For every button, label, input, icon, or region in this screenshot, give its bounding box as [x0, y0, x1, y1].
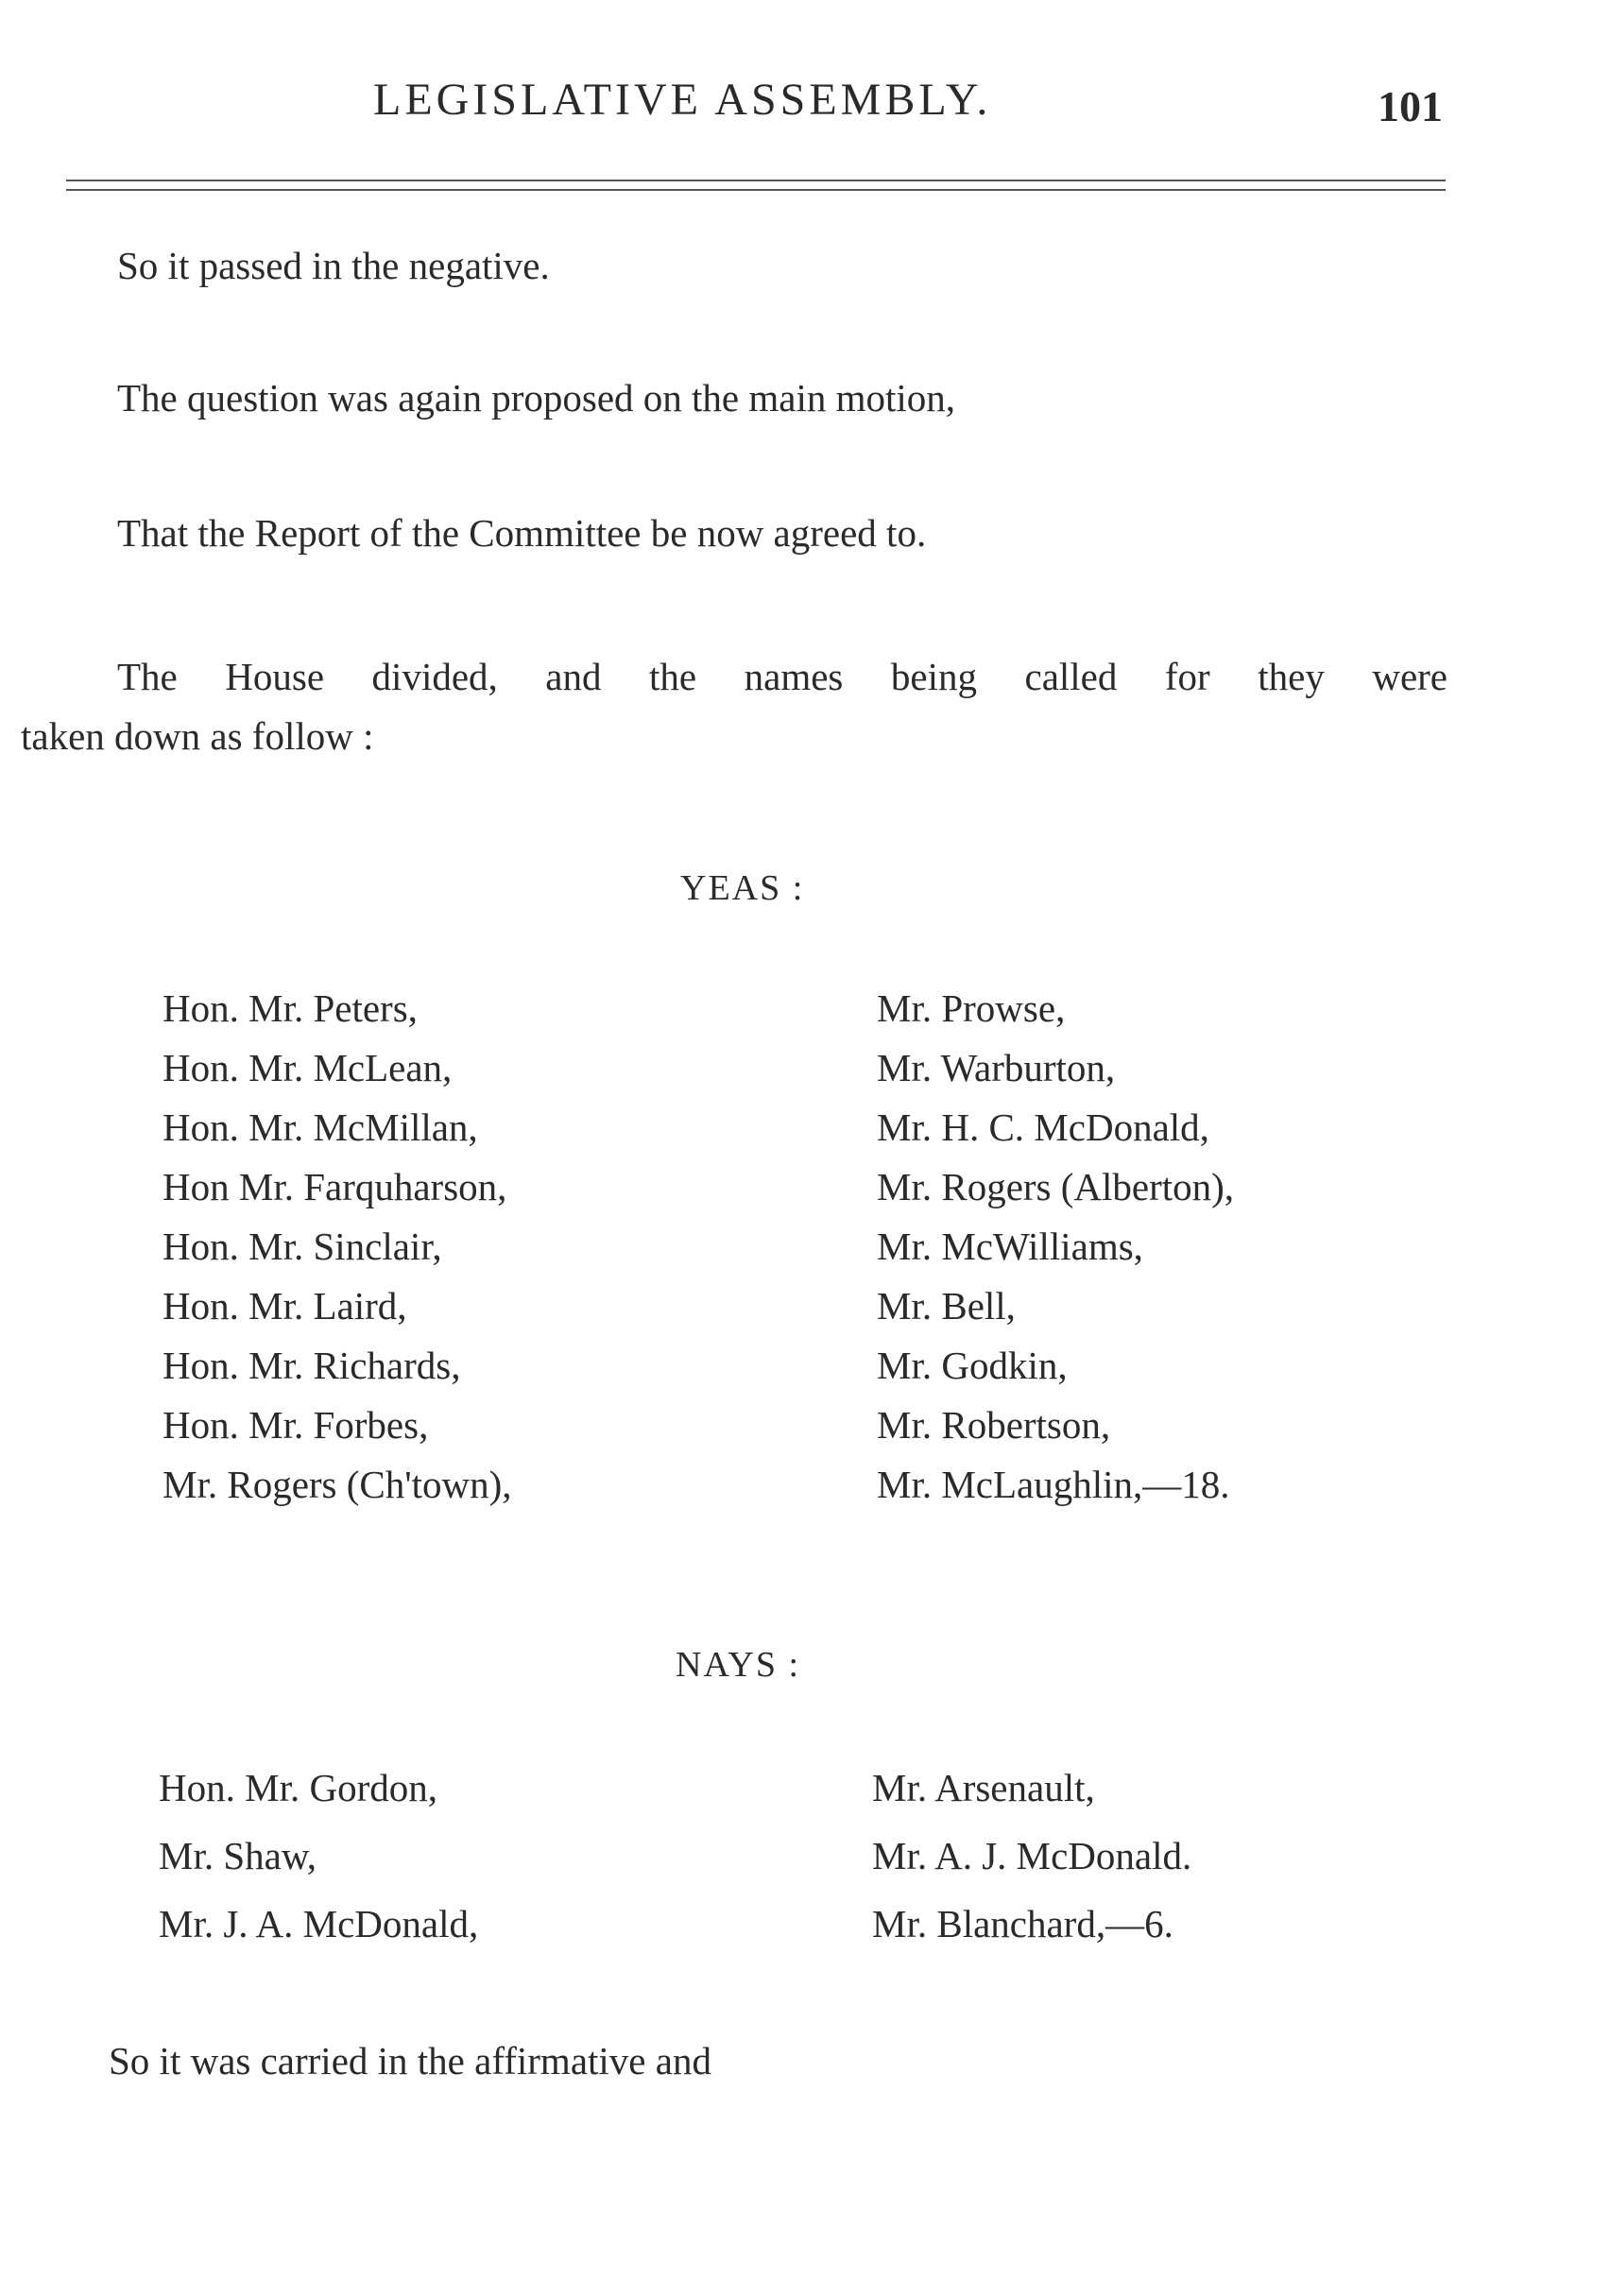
nays-left-column [159, 1754, 478, 1958]
running-title: LEGISLATIVE ASSEMBLY. [373, 75, 992, 125]
paragraph-report: That the Report of the Committee be now agreed to. [117, 511, 927, 555]
list-item: Mr. A. J. McDonald. [872, 1834, 1192, 1877]
list-item: Mr. Rogers (Alberton), [877, 1165, 1235, 1208]
list-item: Hon. Mr. Forbes, [163, 1403, 429, 1447]
yeas-left-column [163, 979, 512, 1515]
paragraph-closing: So it was carried in the affirmative and [109, 2039, 711, 2082]
paragraph-division-line-1: The House divided, and the names being called for they were [117, 655, 1447, 698]
header-rule-bottom [66, 189, 1446, 191]
list-item: Mr. J. A. McDonald, [159, 1902, 479, 1945]
list-item: Mr. Godkin, [877, 1344, 1068, 1387]
list-item: Mr. Prowse, [877, 986, 1066, 1030]
nays-heading: NAYS : [676, 1645, 801, 1685]
paragraph-question: The question was again proposed on the main motion, [117, 376, 956, 420]
list-item: Mr. Blanchard,—6. [872, 1902, 1173, 1945]
list-item: Mr. Rogers (Ch'town), [163, 1463, 512, 1506]
list-item: Hon. Mr. Sinclair, [163, 1225, 442, 1268]
nays-right-column [872, 1754, 1191, 1958]
yeas-heading: YEAS : [680, 868, 805, 908]
list-item: Mr. Robertson, [877, 1403, 1111, 1447]
list-item: Mr. McLaughlin,—18. [877, 1463, 1230, 1506]
list-item: Mr. Warburton, [877, 1046, 1116, 1089]
list-item: Hon. Mr. Laird, [163, 1284, 407, 1328]
list-item: Hon. Mr. Gordon, [159, 1766, 437, 1809]
list-item: Mr. McWilliams, [877, 1225, 1143, 1268]
list-item: Hon. Mr. Peters, [163, 986, 418, 1030]
header-rule-top [66, 180, 1446, 181]
list-item: Mr. Bell, [877, 1284, 1016, 1328]
list-item: Mr. H. C. McDonald, [877, 1105, 1209, 1149]
list-item: Hon. Mr. Richards, [163, 1344, 461, 1387]
list-item: Mr. Arsenault, [872, 1766, 1095, 1809]
list-item: Mr. Shaw, [159, 1834, 317, 1877]
page-number: 101 [1378, 82, 1443, 130]
paragraph-negative: So it passed in the negative. [117, 244, 550, 287]
list-item: Hon. Mr. McLean, [163, 1046, 453, 1089]
list-item: Hon. Mr. McMillan, [163, 1105, 478, 1149]
paragraph-division-line-2: taken down as follow : [21, 714, 374, 758]
list-item: Hon Mr. Farquharson, [163, 1165, 507, 1208]
yeas-right-column [877, 979, 1234, 1515]
